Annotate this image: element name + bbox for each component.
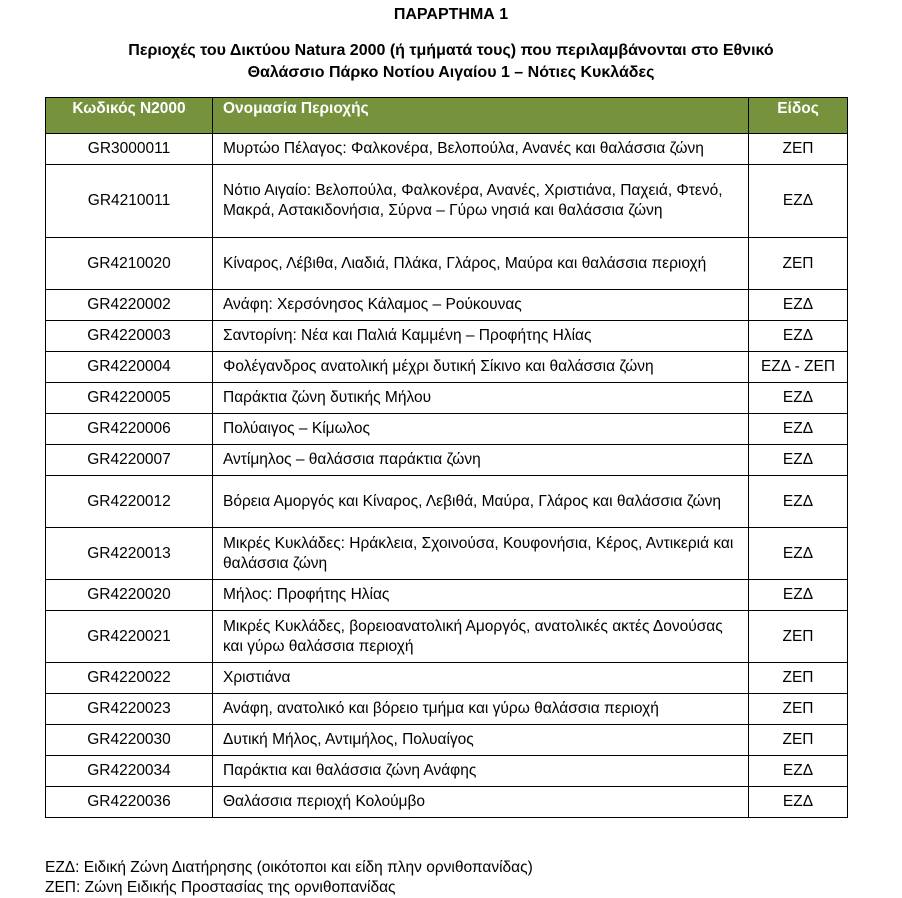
cell-name: Βόρεια Αμοργός και Κίναρος, Λεβιθά, Μαύρα, Γλάρος και θαλάσσια ζώνη	[213, 476, 749, 528]
cell-type: ΕΖΔ - ΖΕΠ	[749, 352, 848, 383]
table-row	[46, 725, 848, 756]
cell-name: Μήλος: Προφήτης Ηλίας	[213, 580, 749, 611]
table-row	[46, 787, 848, 818]
table-header-row	[46, 98, 848, 134]
table-row	[46, 580, 848, 611]
cell-type: ΖΕΠ	[749, 725, 848, 756]
page-title: ΠΑΡΑΡΤΗΜΑ 1	[393, 6, 509, 23]
cell-name: Αντίμηλος – θαλάσσια παράκτια ζώνη	[213, 445, 749, 476]
cell-name: Κίναρος, Λέβιθα, Λιαδιά, Πλάκα, Γλάρος, Μαύρα και θαλάσσια περιοχή	[213, 238, 749, 290]
cell-type: ΕΖΔ	[749, 756, 848, 787]
table-row	[46, 321, 848, 352]
cell-type: ΕΖΔ	[749, 165, 848, 238]
column-header-code: Κωδικός Ν2000	[46, 98, 213, 134]
table-row	[46, 694, 848, 725]
cell-name: Παράκτια και θαλάσσια ζώνη Ανάφης	[213, 756, 749, 787]
cell-type: ΕΖΔ	[749, 383, 848, 414]
subtitle-line-2: Θαλάσσιο Πάρκο Νοτίου Αιγαίου 1 – Νότιες Κυκλάδες	[247, 64, 655, 81]
table-row	[46, 756, 848, 787]
cell-code: GR4220021	[46, 611, 213, 663]
cell-code: GR4220002	[46, 290, 213, 321]
table-row	[46, 352, 848, 383]
table-row	[46, 238, 848, 290]
cell-name: Μικρές Κυκλάδες: Ηράκλεια, Σχοινούσα, Κουφονήσια, Κέρος, Αντικεριά και θαλάσσια ζώνη	[213, 528, 749, 580]
cell-name: Ανάφη: Χερσόνησος Κάλαμος – Ρούκουνας	[213, 290, 749, 321]
cell-code: GR3000011	[46, 134, 213, 165]
footnote-zep: ΖΕΠ: Ζώνη Ειδικής Προστασίας της ορνιθοπανίδας	[45, 879, 396, 896]
footnote-ezd: ΕΖΔ: Ειδική Ζώνη Διατήρησης (οικότοποι και είδη πλην ορνιθοπανίδας)	[45, 859, 533, 876]
cell-name: Μυρτώο Πέλαγος: Φαλκονέρα, Βελοπούλα, Ανανές και θαλάσσια ζώνη	[213, 134, 749, 165]
cell-name: Φολέγανδρος ανατολική μέχρι δυτική Σίκινο και θαλάσσια ζώνη	[213, 352, 749, 383]
cell-code: GR4220006	[46, 414, 213, 445]
subtitle-line-1: Περιοχές του Δικτύου Natura 2000 (ή τμήματά τους) που περιλαμβάνονται στο Εθνικό	[128, 42, 774, 59]
cell-code: GR4220012	[46, 476, 213, 528]
cell-type: ΕΖΔ	[749, 476, 848, 528]
cell-code: GR4220020	[46, 580, 213, 611]
cell-type: ΖΕΠ	[749, 611, 848, 663]
cell-name: Χριστιάνα	[213, 663, 749, 694]
table-row	[46, 476, 848, 528]
cell-type: ΕΖΔ	[749, 414, 848, 445]
cell-name: Δυτική Μήλος, Αντιμήλος, Πολυαίγος	[213, 725, 749, 756]
cell-code: GR4220004	[46, 352, 213, 383]
table-row	[46, 165, 848, 238]
cell-code: GR4220030	[46, 725, 213, 756]
cell-code: GR4220007	[46, 445, 213, 476]
column-header-name: Ονομασία Περιοχής	[213, 98, 749, 134]
cell-type: ΖΕΠ	[749, 663, 848, 694]
cell-type: ΖΕΠ	[749, 134, 848, 165]
cell-code: GR4220023	[46, 694, 213, 725]
cell-type: ΖΕΠ	[749, 238, 848, 290]
cell-name: Σαντορίνη: Νέα και Παλιά Καμμένη – Προφήτης Ηλίας	[213, 321, 749, 352]
table-row	[46, 134, 848, 165]
cell-code: GR4210020	[46, 238, 213, 290]
cell-type: ΕΖΔ	[749, 580, 848, 611]
table-row	[46, 383, 848, 414]
table-row	[46, 445, 848, 476]
cell-code: GR4220005	[46, 383, 213, 414]
table-row	[46, 611, 848, 663]
cell-name: Μικρές Κυκλάδες, βορειοανατολική Αμοργός, ανατολικές ακτές Δονούσας και γύρω θαλάσσια περιοχή	[213, 611, 749, 663]
cell-type: ΕΖΔ	[749, 321, 848, 352]
cell-code: GR4210011	[46, 165, 213, 238]
cell-name: Θαλάσσια περιοχή Κολούμβο	[213, 787, 749, 818]
cell-name: Παράκτια ζώνη δυτικής Μήλου	[213, 383, 749, 414]
footnotes	[45, 858, 533, 898]
cell-code: GR4220036	[46, 787, 213, 818]
table-row	[46, 290, 848, 321]
natura-areas-table	[45, 97, 848, 818]
table-row	[46, 528, 848, 580]
cell-name: Πολύαιγος – Κίμωλος	[213, 414, 749, 445]
cell-type: ΖΕΠ	[749, 694, 848, 725]
cell-code: GR4220034	[46, 756, 213, 787]
cell-code: GR4220003	[46, 321, 213, 352]
cell-type: ΕΖΔ	[749, 445, 848, 476]
cell-code: GR4220022	[46, 663, 213, 694]
cell-code: GR4220013	[46, 528, 213, 580]
cell-type: ΕΖΔ	[749, 528, 848, 580]
table-row	[46, 663, 848, 694]
column-header-type: Είδος	[749, 98, 848, 134]
table-row	[46, 414, 848, 445]
cell-type: ΕΖΔ	[749, 787, 848, 818]
document-subtitle	[40, 40, 862, 84]
cell-type: ΕΖΔ	[749, 290, 848, 321]
cell-name: Νότιο Αιγαίο: Βελοπούλα, Φαλκονέρα, Ανανές, Χριστιάνα, Παχειά, Φτενό, Μακρά, Αστακιδονήσια, Σύρνα – Γύρω νησιά και θαλάσσια ζώνη	[213, 165, 749, 238]
cell-name: Ανάφη, ανατολικό και βόρειο τμήμα και γύρω θαλάσσια περιοχή	[213, 694, 749, 725]
